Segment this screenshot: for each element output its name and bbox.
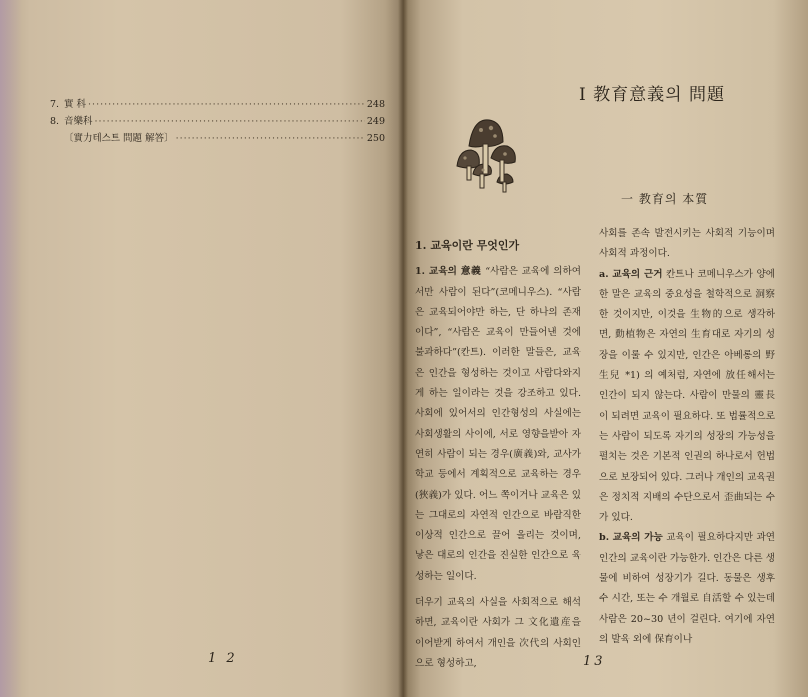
paragraph-body: 교육이 필요하다지만 과연 인간의 교육이란 가능한가. 인간은 다른 생물에 비하여 성장기가 길다. 동물은 생후 수 시간, 또는 수 개월로 自活할 수 있는데 사람은 20~30 년이 걸린다. 여기에 자연의 발육 외에 保育이나 — [599, 532, 775, 645]
subsection-heading: 1. 교육이란 무엇인가 — [415, 239, 520, 252]
toc-title: 音樂科 — [64, 116, 93, 127]
toc-title: 實 科 — [64, 99, 87, 110]
toc-leader-dots — [176, 130, 365, 147]
toc-leader-dots — [88, 96, 365, 113]
mushroom-cluster-icon — [455, 112, 525, 194]
page-number-left: 1 2 — [208, 651, 238, 666]
table-of-contents — [50, 96, 385, 147]
left-page — [0, 0, 403, 697]
toc-leader-dots — [95, 113, 365, 130]
toc-row-8 — [50, 113, 385, 130]
toc-row-7 — [50, 96, 385, 113]
paragraph-lead: a. 교육의 근거 — [599, 268, 663, 280]
toc-title: 〔實力테스트 問題 解答〕 — [64, 133, 174, 144]
paragraph-1 — [415, 262, 581, 587]
text-column-right — [599, 224, 775, 650]
paragraph-continued: 사회를 존속 발전시키는 사회적 기능이며 사회적 과정이다. — [599, 228, 775, 260]
toc-page: 249 — [366, 116, 385, 127]
paragraph-b — [599, 528, 775, 650]
paragraph-lead: b. 교육의 가능 — [599, 532, 663, 544]
chapter-title: Ⅰ 教育意義의 問題 — [579, 85, 725, 105]
toc-page: 248 — [366, 99, 385, 110]
paragraph-body: “사람은 교육에 의하여서만 사람이 된다”(코메니우스). “사람은 교육되어야만 하는, 단 하나의 존재이다”, “사람은 교육이 만들어낸 것에 불과하다”(칸트). 이러한 말들은, 교육은 인간을 형성하는 것이고 사람다와지게 하는 일이라는 것을 강조하고 있다. 사회에 있어서의 인간형성의 사실에는 사회생활의 사이에, 서로 영향을받아 자연히 사람이 되는 경우(廣義)와, 교사가 학교 등에서 계획적으로 교육하는 경우(狹義)가 있다. 어느 쪽이거나 교육은 있는 그대로의 자연적 인간으로 바람직한 이상적 인간으로 끌어 올리는 것이며, 낳은 대로의 인간을 진실한 인간으로 육성하는 일이다. — [415, 266, 581, 582]
toc-number: 8. — [50, 116, 60, 127]
toc-number: 7. — [50, 99, 60, 110]
right-page — [403, 0, 808, 697]
paragraph-body: 칸트나 코메니우스가 양에 한 말은 교육의 중요성을 철학적으로 洞察한 것이지만, 이것을 生物的으로 생각하면, 動植物은 자연의 生育대로 자기의 성장을 이룰 수 있지만, 인간은 아베롱의 野生兒 *1) 의 예처럼, 자연에 放任해서는 인간이 되지 않는다. 사람이 만물의 靈長이 되려면 교육이 필요하다. 또 법률적으로는 사람이 되도록 자기의 성장의 가능성을 펼치는 것은 기본적 인권의 하나로서 헌법으로 보장되어 있다. 그러나 개인의 교육권은 정치적 지배의 수단으로서 歪曲되는 수가 있다. — [599, 268, 775, 524]
page-edge-shading — [0, 0, 22, 697]
section-title: 一 教育의 本質 — [621, 192, 709, 206]
toc-page: 250 — [366, 133, 385, 144]
text-column-left — [415, 236, 581, 674]
page-number-right: 13 — [583, 654, 606, 669]
toc-row-answers — [50, 130, 385, 147]
paragraph-lead: 1. 교육의 意義 — [415, 266, 482, 278]
paragraph-a — [599, 265, 775, 529]
book-gutter — [398, 0, 408, 697]
paragraph-2: 더우기 교육의 사실을 사회적으로 해석하면, 교육이란 사회가 그 文化遺産을 이어받게 하여서 개인을 次代의 사회인으로 형성하고, — [415, 597, 581, 669]
